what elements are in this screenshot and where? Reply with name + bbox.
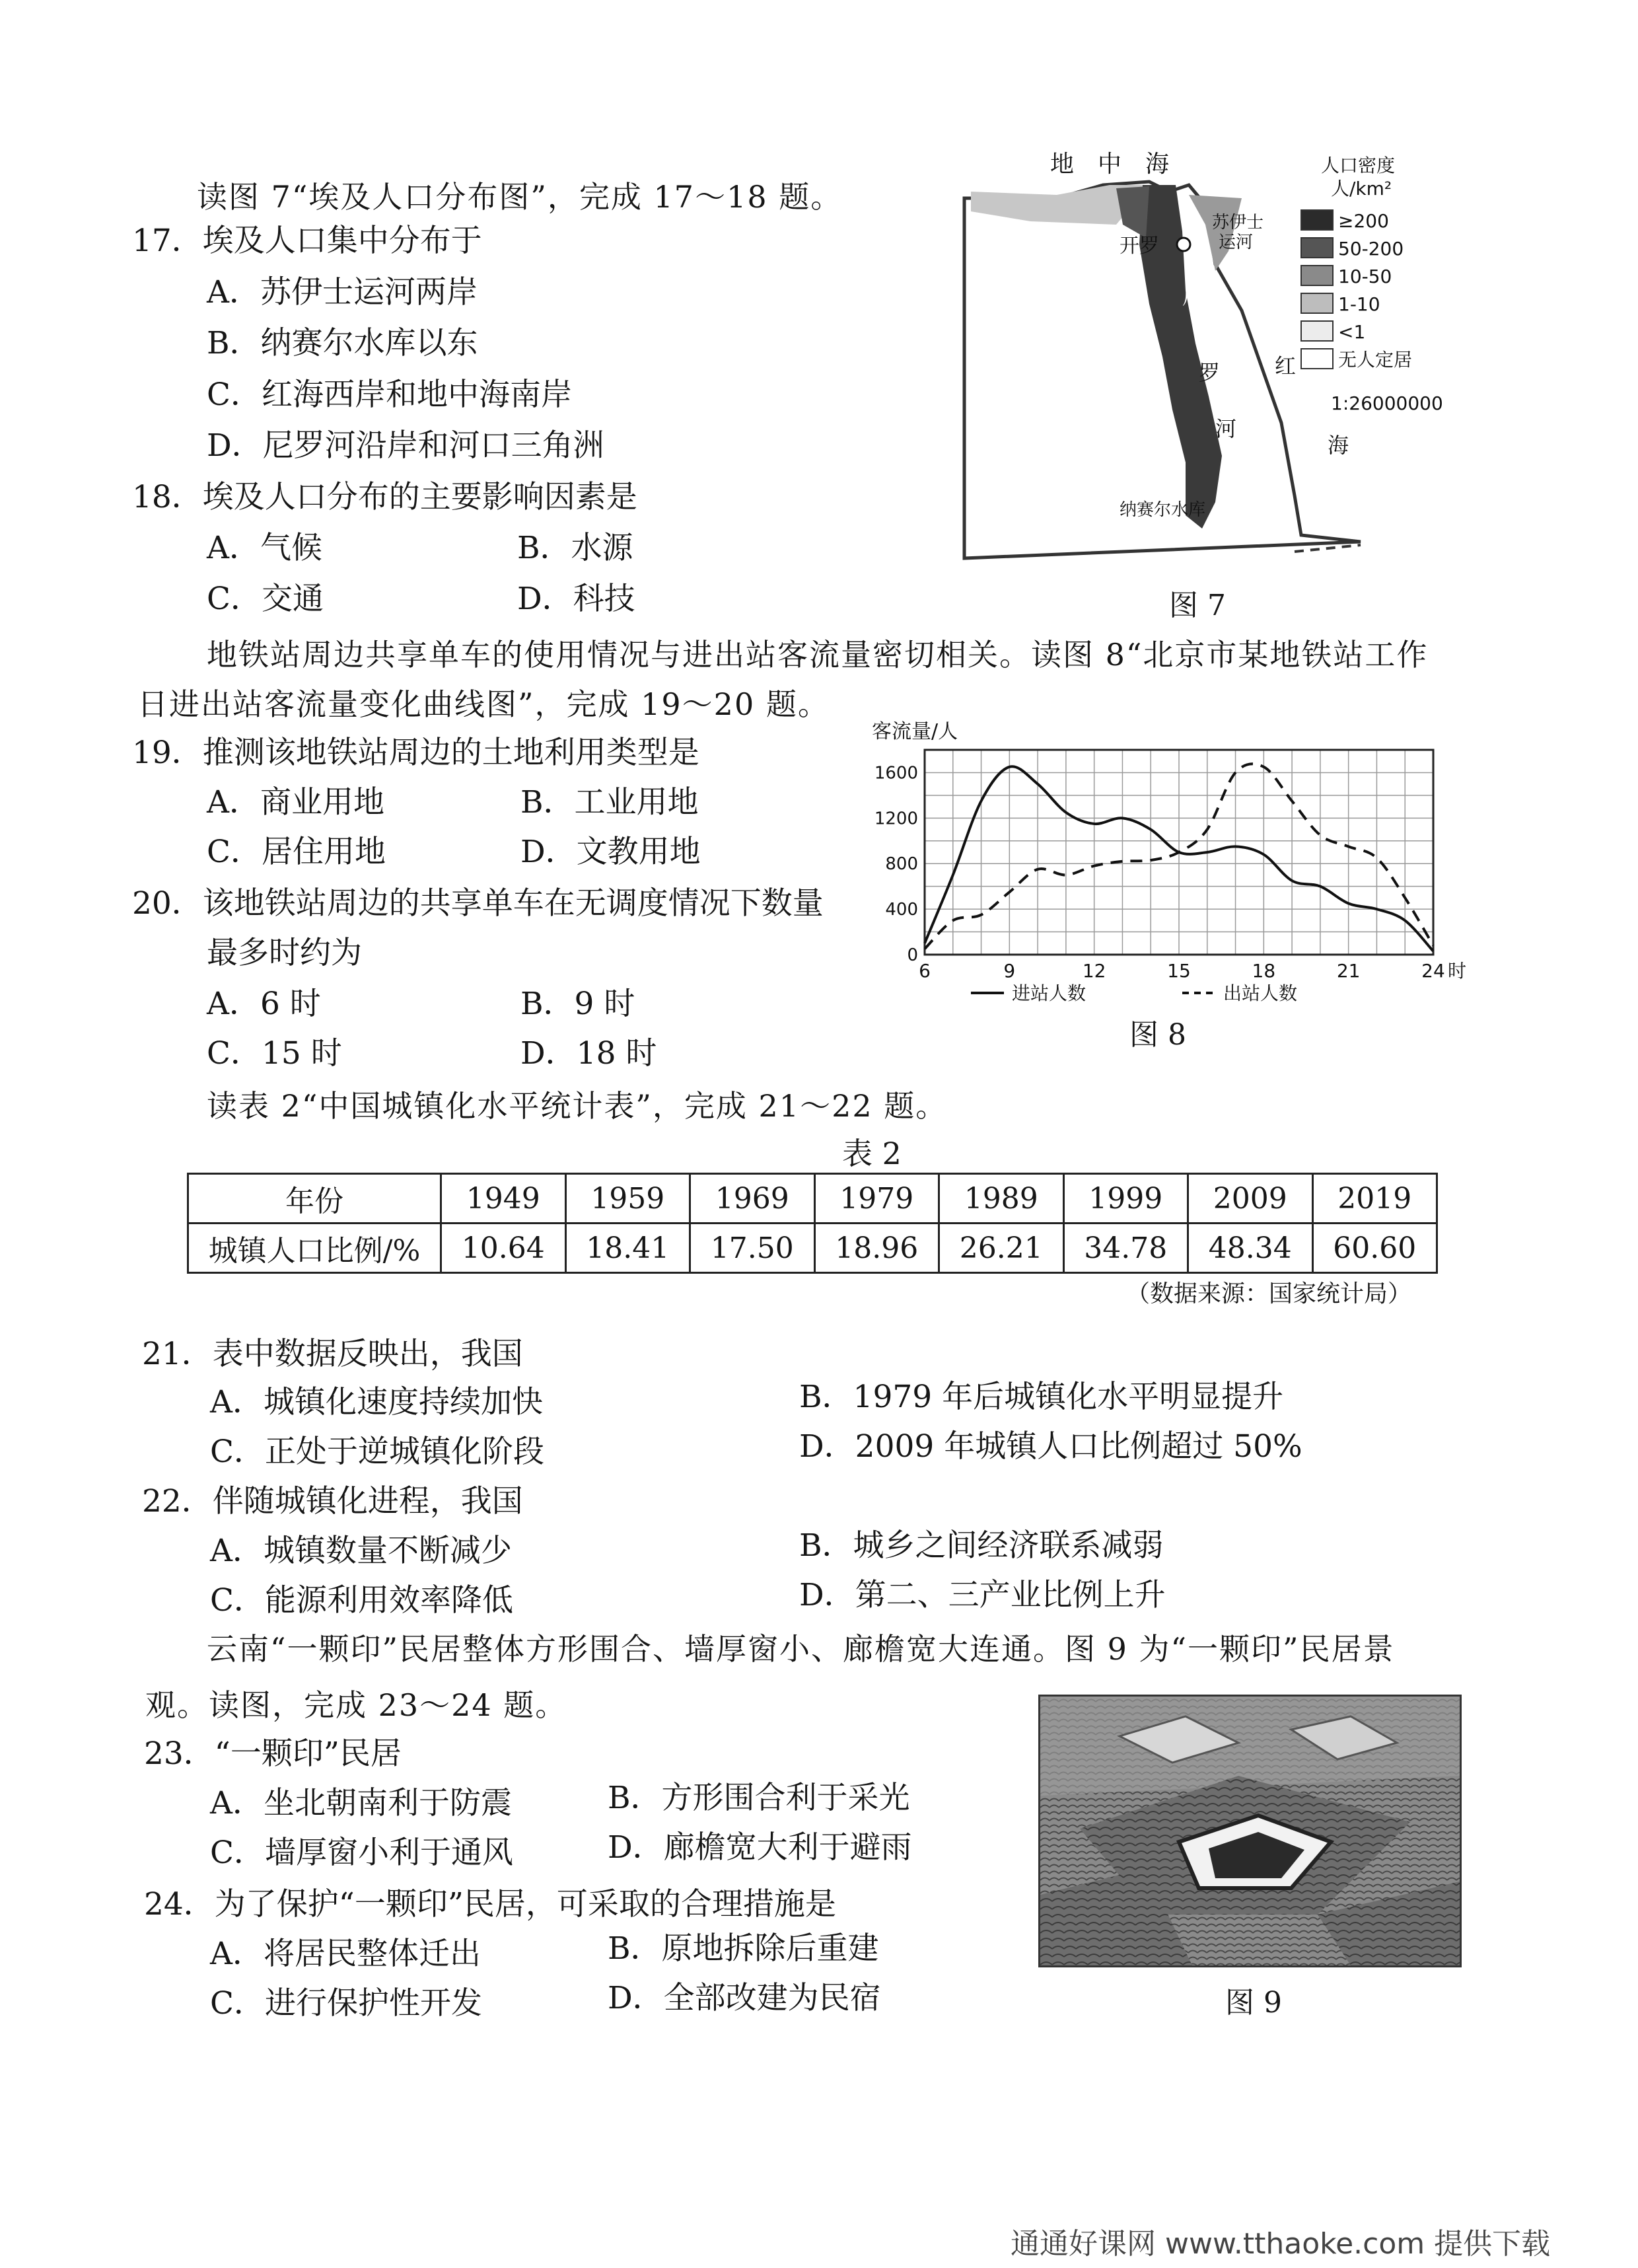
nile-label-2: 罗 bbox=[1199, 360, 1221, 385]
chart-axes bbox=[874, 750, 1466, 982]
legend-label: 1-10 bbox=[1338, 293, 1380, 315]
q18-option-a: A．气候 bbox=[207, 530, 322, 566]
q24-option-d: D．全部改建为民宿 bbox=[608, 1980, 881, 2016]
table-cell-year: 2019 bbox=[1312, 1174, 1437, 1224]
nile-label-3: 河 bbox=[1215, 416, 1237, 441]
q19-option-d: D．文教用地 bbox=[520, 834, 701, 870]
map-scale: 1:26000000 bbox=[1331, 392, 1443, 414]
figure-7-caption: 图 7 bbox=[1169, 589, 1226, 622]
cairo-marker bbox=[1177, 238, 1190, 251]
table-cell-year: 1989 bbox=[939, 1174, 1064, 1224]
table-cell-year: 1999 bbox=[1063, 1174, 1188, 1224]
q24-option-c: C．进行保护性开发 bbox=[210, 1985, 482, 2022]
intro-q23-24-line1: 云南“一颗印”民居整体方形围合、墙厚窗小、廊檐宽大连通。图 9 为“一颗印”民居景 bbox=[207, 1631, 1395, 1667]
chart-x-tick-label: 6 bbox=[919, 960, 931, 982]
q23-option-b: B．方形围合利于采光 bbox=[608, 1780, 910, 1816]
legend-label: 50-200 bbox=[1338, 238, 1404, 260]
table-cell-year: 1949 bbox=[441, 1174, 566, 1224]
urbanization-table bbox=[187, 1173, 1438, 1274]
q22-option-a: A．城镇数量不断减少 bbox=[210, 1533, 512, 1569]
q19-option-c: C．居住用地 bbox=[207, 834, 386, 870]
question-17-stem: 17．埃及人口集中分布于 bbox=[132, 223, 482, 259]
q23-option-c: C．墙厚窗小利于通风 bbox=[210, 1835, 513, 1871]
table-cell-value: 17.50 bbox=[690, 1224, 815, 1273]
red-sea-label-1: 红 bbox=[1275, 353, 1297, 379]
cairo-label: 开罗 bbox=[1120, 235, 1159, 258]
q17-option-b: B．纳赛尔水库以东 bbox=[207, 325, 478, 361]
legend-swatch bbox=[1301, 238, 1333, 258]
suez-canal-label-2: 运河 bbox=[1219, 233, 1254, 252]
q22-option-b: B．城乡之间经济联系减弱 bbox=[799, 1527, 1164, 1564]
suez-canal-label-1: 苏伊士 bbox=[1212, 213, 1264, 233]
question-24-stem: 24．为了保护“一颗印”民居，可采取的合理措施是 bbox=[144, 1886, 836, 1922]
intro-q19-20-line2: 日进出站客流量变化曲线图”，完成 19～20 题。 bbox=[137, 686, 830, 722]
q21-option-a: A．城镇化速度持续加快 bbox=[210, 1384, 543, 1420]
map-legend bbox=[1301, 210, 1412, 371]
legend-series-label: 出站人数 bbox=[1223, 982, 1298, 1004]
q24-option-b: B．原地拆除后重建 bbox=[608, 1930, 879, 1967]
table-cell-value: 48.34 bbox=[1188, 1224, 1313, 1273]
chart-x-tick-label: 9 bbox=[1003, 960, 1016, 982]
nile-label-1: 尼 bbox=[1182, 284, 1204, 309]
chart-y-tick-label: 1200 bbox=[874, 809, 918, 829]
legend-swatch bbox=[1301, 266, 1333, 285]
legend-series-label: 进站人数 bbox=[1012, 982, 1086, 1004]
table-cell-value: 10.64 bbox=[441, 1224, 566, 1273]
q20-option-c: C．15 时 bbox=[207, 1035, 342, 1072]
legend-swatch bbox=[1301, 210, 1333, 230]
q21-option-d: D．2009 年城镇人口比例超过 50% bbox=[799, 1428, 1302, 1465]
table-row-values bbox=[188, 1224, 1437, 1273]
q23-option-d: D．廊檐宽大利于避雨 bbox=[608, 1829, 912, 1866]
table-cell-value: 18.41 bbox=[565, 1224, 690, 1273]
question-23-stem: 23．“一颗印”民居 bbox=[144, 1736, 402, 1772]
q18-option-b: B．水源 bbox=[517, 530, 633, 566]
table-cell-value: 26.21 bbox=[939, 1224, 1064, 1273]
chart-x-tick-label: 24 bbox=[1421, 960, 1445, 982]
q20-option-b: B．9 时 bbox=[520, 986, 635, 1022]
chart-x-tick-label: 12 bbox=[1082, 960, 1106, 982]
question-19-stem: 19．推测该地铁站周边的土地利用类型是 bbox=[132, 735, 699, 771]
q23-option-a: A．坐北朝南利于防震 bbox=[210, 1785, 512, 1821]
yikeyin-dwelling-photo bbox=[1038, 1695, 1462, 1967]
chart-x-tick-label: 15 bbox=[1167, 960, 1191, 982]
table-source-note: （数据来源：国家统计局） bbox=[1126, 1280, 1412, 1307]
legend-label: 10-50 bbox=[1338, 266, 1392, 287]
chart-y-tick-label: 400 bbox=[885, 900, 918, 920]
egypt-population-map bbox=[951, 145, 1453, 581]
intro-q21-22: 读表 2“中国城镇化水平统计表”，完成 21～22 题。 bbox=[207, 1088, 948, 1124]
legend-title: 人口密度 bbox=[1321, 155, 1396, 176]
table-cell-year: 1969 bbox=[690, 1174, 815, 1224]
chart-y-tick-label: 0 bbox=[907, 945, 918, 965]
table-header-year: 年份 bbox=[188, 1174, 441, 1224]
mediterranean-label: 地 中 海 bbox=[1050, 151, 1170, 178]
q19-option-a: A．商业用地 bbox=[207, 784, 384, 821]
table-header-ratio: 城镇人口比例/% bbox=[188, 1224, 441, 1273]
chart-y-axis-label: 客流量/人 bbox=[872, 720, 958, 743]
q22-option-d: D．第二、三产业比例上升 bbox=[799, 1577, 1166, 1613]
southern-border bbox=[1295, 545, 1361, 552]
q19-option-b: B．工业用地 bbox=[520, 784, 699, 821]
q22-option-c: C．能源利用效率降低 bbox=[210, 1582, 513, 1619]
chart-y-tick-label: 1600 bbox=[874, 763, 918, 784]
photo-illustration bbox=[1040, 1697, 1460, 1965]
q21-option-b: B．1979 年后城镇化水平明显提升 bbox=[799, 1379, 1284, 1415]
intro-q19-20-line1: 地铁站周边共享单车的使用情况与进出站客流量密切相关。读图 8“北京市某地铁站工作 bbox=[207, 637, 1429, 673]
legend-label: ≥200 bbox=[1338, 210, 1389, 232]
q21-option-c: C．正处于逆城镇化阶段 bbox=[210, 1434, 544, 1470]
q20-option-d: D．18 时 bbox=[520, 1035, 657, 1072]
q17-option-a: A．苏伊士运河两岸 bbox=[207, 274, 478, 311]
chart-x-tick-label: 18 bbox=[1252, 960, 1276, 982]
q17-option-d: D．尼罗河沿岸和河口三角洲 bbox=[207, 427, 604, 464]
chart-x-axis-unit: 时 bbox=[1448, 960, 1467, 982]
legend-swatch bbox=[1301, 321, 1333, 341]
figure-9-caption: 图 9 bbox=[1225, 1986, 1282, 2020]
intro-q23-24-line2: 观。读图，完成 23～24 题。 bbox=[145, 1687, 567, 1723]
nasser-reservoir-label: 纳赛尔水库 bbox=[1120, 500, 1206, 520]
question-22-stem: 22．伴随城镇化进程，我国 bbox=[142, 1483, 523, 1519]
table-cell-value: 18.96 bbox=[814, 1224, 939, 1273]
q18-option-c: C．交通 bbox=[207, 581, 324, 617]
passenger-flow-chart bbox=[865, 717, 1467, 1034]
q18-option-d: D．科技 bbox=[517, 581, 635, 617]
table-2-title: 表 2 bbox=[842, 1136, 902, 1171]
table-cell-year: 1959 bbox=[565, 1174, 690, 1224]
question-18-stem: 18．埃及人口分布的主要影响因素是 bbox=[132, 479, 637, 515]
red-sea-label-2: 海 bbox=[1328, 433, 1349, 458]
legend-swatch bbox=[1301, 349, 1333, 369]
legend-label: <1 bbox=[1338, 321, 1366, 343]
table-cell-value: 60.60 bbox=[1312, 1224, 1437, 1273]
q20-option-a: A．6 时 bbox=[207, 986, 321, 1022]
q17-option-c: C．红海西岸和地中海南岸 bbox=[207, 377, 572, 413]
question-20-stem-line2: 最多时约为 bbox=[207, 935, 362, 971]
table-row-years bbox=[188, 1174, 1437, 1224]
legend-swatch bbox=[1301, 293, 1333, 313]
q24-option-a: A．将居民整体迁出 bbox=[210, 1936, 481, 1972]
table-cell-value: 34.78 bbox=[1063, 1224, 1188, 1273]
table-cell-year: 1979 bbox=[814, 1174, 939, 1224]
legend-unit: 人/km² bbox=[1331, 178, 1392, 200]
question-21-stem: 21．表中数据反映出，我国 bbox=[142, 1336, 523, 1372]
footer-watermark: 通通好课网 www.tthaoke.com 提供下载 bbox=[1011, 2227, 1551, 2261]
table-cell-year: 2009 bbox=[1188, 1174, 1313, 1224]
chart-y-tick-label: 800 bbox=[885, 854, 918, 875]
intro-q17-18: 读图 7“埃及人口分布图”，完成 17～18 题。 bbox=[197, 179, 843, 215]
chart-x-tick-label: 21 bbox=[1336, 960, 1361, 982]
chart-legend bbox=[971, 982, 1297, 1004]
legend-label: 无人定居 bbox=[1338, 349, 1413, 371]
question-20-stem-line1: 20．该地铁站周边的共享单车在无调度情况下数量 bbox=[132, 885, 824, 922]
figure-8-caption: 图 8 bbox=[1129, 1018, 1186, 1052]
